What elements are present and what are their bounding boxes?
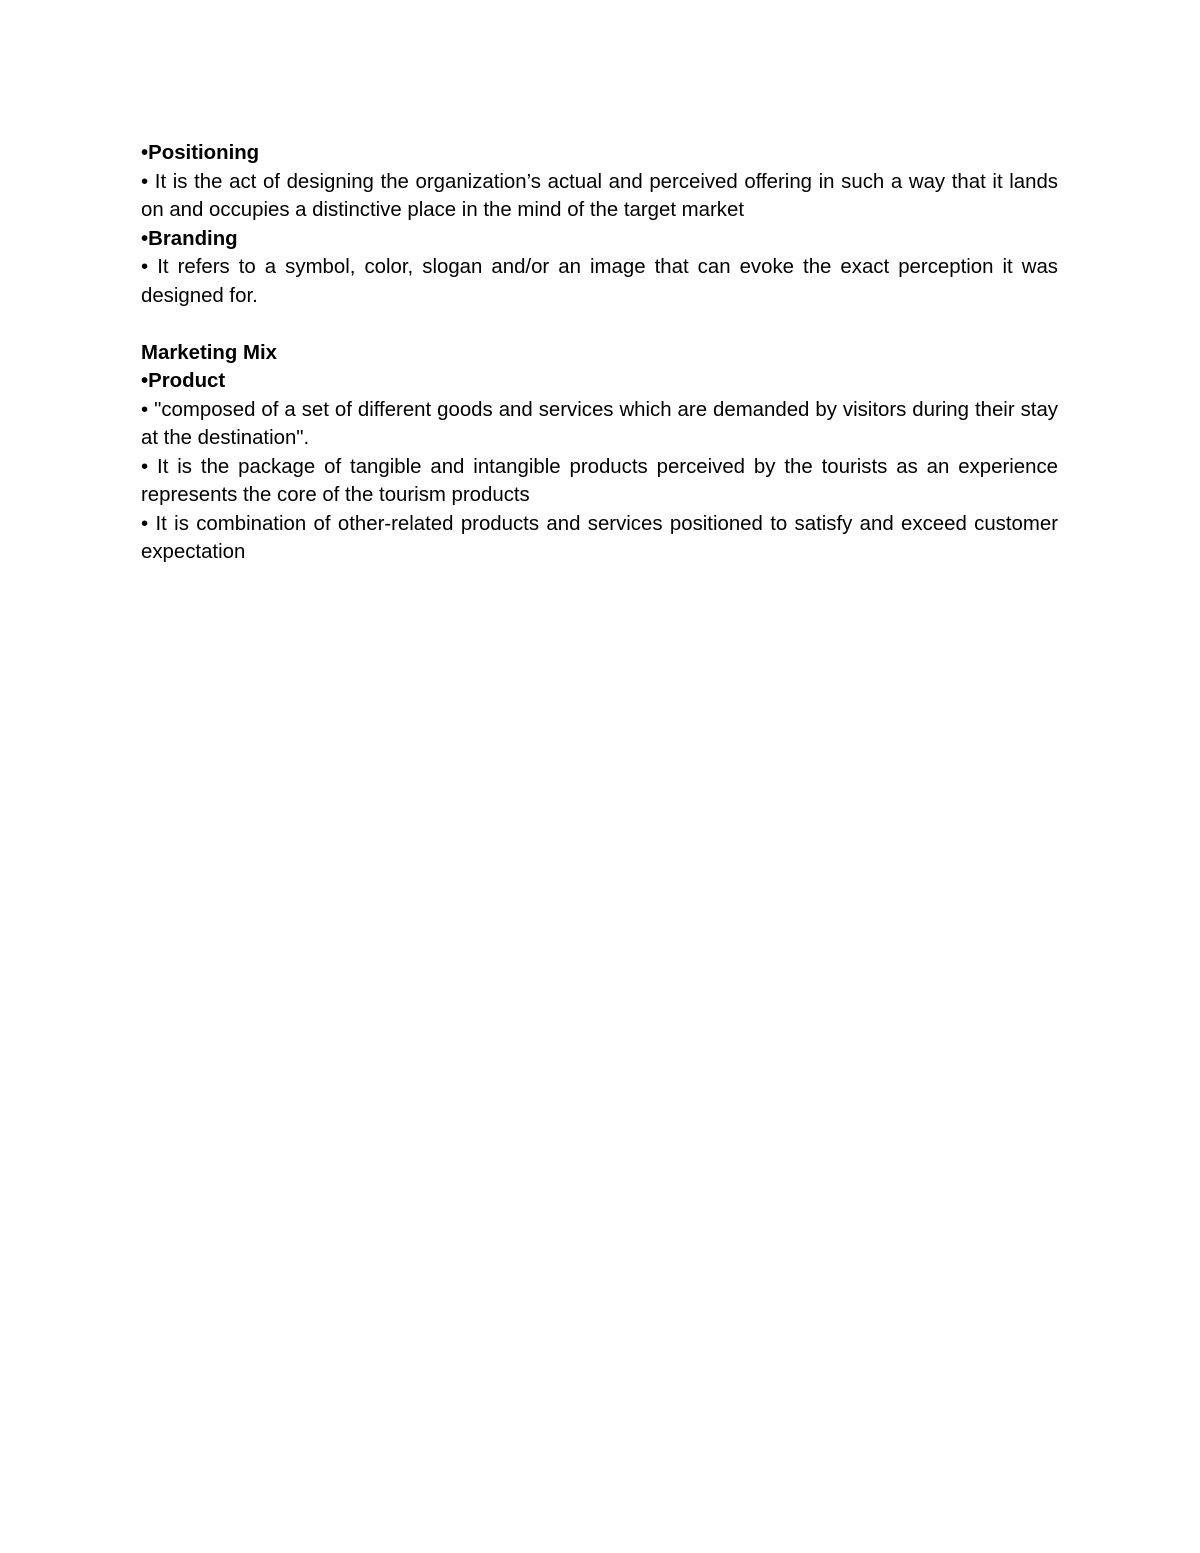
document-page <box>141 139 1058 567</box>
section-title-marketing-mix: Marketing Mix <box>141 341 277 364</box>
heading-product: •Product <box>141 370 226 392</box>
blank-line <box>141 310 1058 339</box>
paragraph-positioning: • It is the act of designing the organization’s actual and perceived offering in such a way that it lands on and occupies a distinctive place in the mind of the target market <box>141 170 1058 221</box>
heading-branding: •Branding <box>141 227 238 250</box>
paragraph-product-3: • It is combination of other-related products and services positioned to satisfy and exceed customer expectation <box>141 512 1058 563</box>
paragraph-product-1: • "composed of a set of different goods and services which are demanded by visitors during their stay at the destination". <box>141 398 1058 449</box>
heading-positioning: •Positioning <box>141 142 260 164</box>
paragraph-branding: • It refers to a symbol, color, slogan and/or an image that can evoke the exact perception it was designed for. <box>141 256 1058 307</box>
paragraph-product-2: • It is the package of tangible and intangible products perceived by the tourists as an experience represents the core of the tourism products <box>141 455 1058 506</box>
